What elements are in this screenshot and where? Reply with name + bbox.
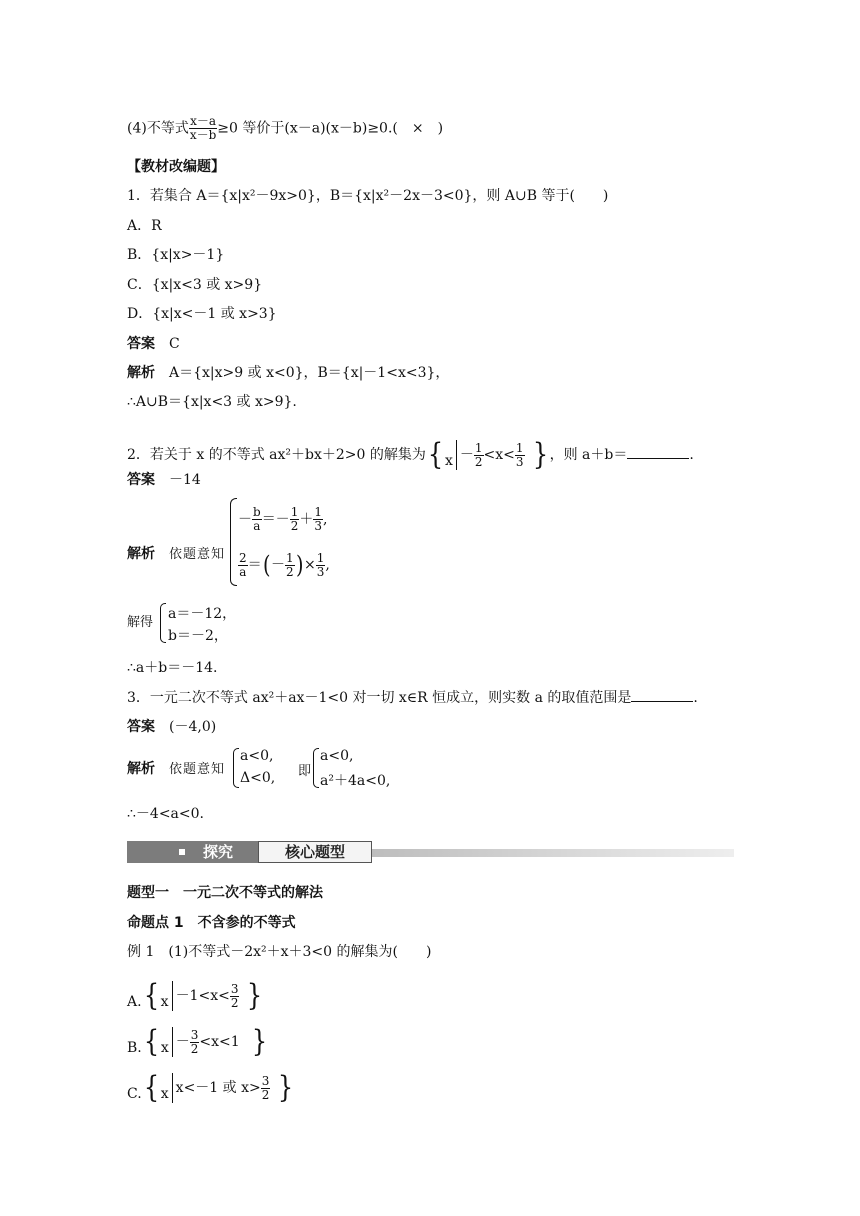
section-banner <box>127 841 734 863</box>
q3-jiexi: 解析 依题意知 <box>127 761 226 777</box>
q3-ji: 即 <box>298 764 312 779</box>
q3-system2-row1: a<0, <box>320 748 354 764</box>
q2-stem: 2．若关于 x 的不等式 ax²＋bx＋2>0 的解集为{ x － $\frac{1}{2}$ <x< $\frac{1}{3}$ } ，则 a＋b＝ . <box>127 437 694 472</box>
q2-system-brace <box>230 498 237 586</box>
banner-gradient-bar <box>372 849 734 857</box>
right-brace: } <box>532 437 548 472</box>
q1-option-a: A．R <box>127 218 162 234</box>
fraction: $\frac{x-a}{x-b}$ <box>189 114 217 142</box>
answer-blank <box>631 689 693 702</box>
q1-stem: 1．若集合 A＝{x|x²－9x>0}，B＝{x|x²－2x－3<0}，则 A∪B 等于( ) <box>127 188 609 204</box>
q3-system1-row2: Δ<0, <box>240 770 276 786</box>
left-brace: { <box>427 437 444 472</box>
q2-jiexi: 解析 依题意知 <box>127 546 226 562</box>
example-option-b: B.{ x － $\frac{3}{2}$ <x<1 } <box>127 1024 267 1059</box>
q1-option-b: B．{x|x>－1} <box>127 247 225 263</box>
q1-option-c: C．{x|x<3 或 x>9} <box>127 277 263 293</box>
example-option-a: A.{ x －1<x< $\frac{3}{2}$ } <box>127 978 263 1013</box>
example-1: 例 1 (1)不等式－2x²＋x＋3<0 的解集为( ) <box>127 944 432 960</box>
section-heading: 【教材改编题】 <box>127 159 225 175</box>
q2-answer: 答案 －14 <box>127 472 201 488</box>
q3-conclusion: ∴－4<a<0. <box>127 806 204 822</box>
q1-conclusion: ∴A∪B＝{x|x<3 或 x>9}. <box>127 394 297 410</box>
q3-stem: 3．一元二次不等式 ax²＋ax－1<0 对一切 x∈R 恒成立，则实数 a 的取值范围是 . <box>127 690 698 706</box>
q3-system1-row1: a<0, <box>240 748 274 764</box>
q3-system2-row2: a²＋4a<0, <box>320 773 391 789</box>
mingti-heading: 命题点 1 不含参的不等式 <box>127 915 296 931</box>
q3-answer: 答案 (－4,0) <box>127 719 217 735</box>
q3-system2-brace <box>313 748 319 788</box>
q2-system-row1: － $\frac{b}{a}$ ＝－ $\frac{1}{2}$ ＋ $\frac{1}{3}$ , <box>238 505 328 533</box>
q2-jiede: 解得 <box>127 615 154 630</box>
q2-system-row2: $\frac{2}{a}$ ＝(－ $\frac{1}{2}$ )× $\frac{1}{3}$ , <box>239 550 330 579</box>
example-option-c: C.{ x x<－1 或 x> $\frac{3}{2}$ } <box>127 1070 294 1105</box>
q1-answer: 答案 C <box>127 336 180 352</box>
q3-system1-brace <box>233 748 239 788</box>
banner-light: 核心题型 <box>258 841 372 863</box>
q2-conclusion: ∴a＋b＝－14. <box>127 660 218 676</box>
q1-option-d: D．{x|x<－1 或 x>3} <box>127 306 277 322</box>
q1-jiexi: 解析 A＝{x|x>9 或 x<0}，B＝{x|－1<x<3}， <box>127 365 450 381</box>
square-icon <box>179 849 185 855</box>
q2-solution-row1: a＝－12， <box>168 606 237 622</box>
q2-solution-row2: b＝－2， <box>168 628 228 644</box>
q2-solution-brace <box>160 603 166 643</box>
banner-dark: 探究 <box>127 841 258 863</box>
tixing-heading: 题型一 一元二次不等式的解法 <box>127 885 323 901</box>
item-4: (4)不等式 $\frac{x-a}{x-b}$ ≥0 等价于(x－a)(x－b)≥0.( × ) <box>127 114 444 142</box>
answer-blank <box>627 446 689 459</box>
